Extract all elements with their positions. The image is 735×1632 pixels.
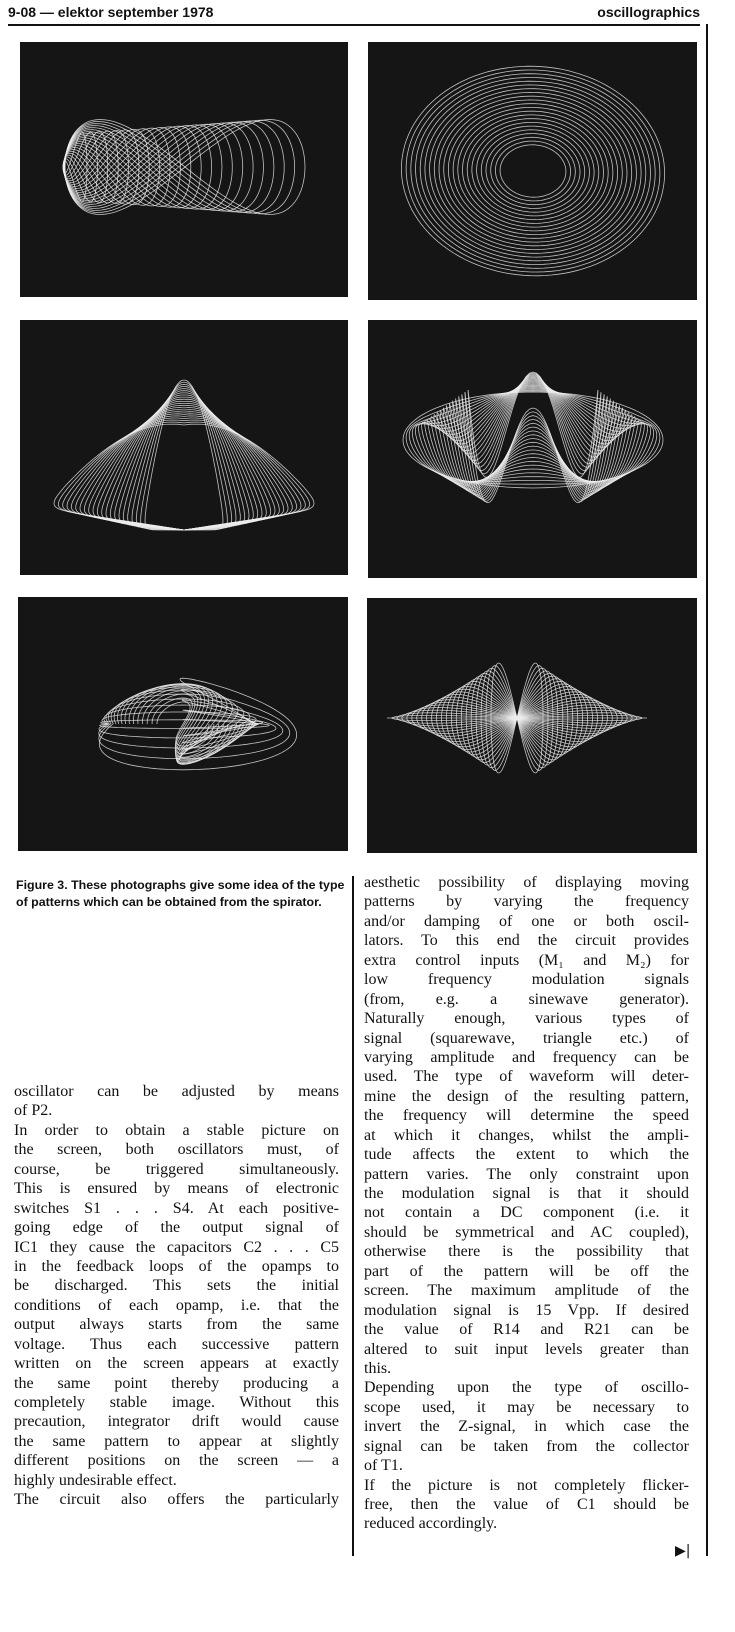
text-line: part of the pattern will be off the [364, 1262, 689, 1280]
end-of-article-mark: ▶| [675, 1543, 691, 1559]
oscillogram-photo-5 [18, 597, 348, 851]
text-line: of P2. [14, 1102, 53, 1120]
text-line: otherwise there is the possibility that [364, 1243, 689, 1261]
text-column-right [364, 873, 689, 1534]
oscillogram-photo-2 [368, 42, 697, 300]
oscillogram-photo-6 [367, 598, 697, 853]
text-line: low frequency modulation signals [364, 971, 689, 989]
text-line: the same point thereby producing a [14, 1374, 339, 1392]
trace-line [416, 78, 651, 265]
text-line: lators. To this end the circuit provides [364, 932, 689, 950]
text-line: the frequency will determine the speed [364, 1107, 689, 1125]
figure-caption: Figure 3. These photographs give some idea of the type of patterns which can be obtained from the spirator. [16, 878, 345, 909]
trace-line [444, 100, 623, 242]
text-line: In order to obtain a stable picture on [14, 1121, 339, 1139]
text-line: the screen, both oscillators must, of [14, 1141, 339, 1159]
text-line: switches S1 . . . S4. At each positive- [14, 1199, 339, 1217]
trace-line [411, 74, 655, 269]
text-line: this. [364, 1359, 392, 1377]
trace-line [106, 399, 262, 530]
text-line: precaution, integrator drift would cause [14, 1413, 339, 1431]
text-line: oscillator can be adjusted by means [14, 1083, 339, 1100]
page-header-left: 9-08 — elektor september 1978 [8, 4, 214, 20]
trace-line [58, 422, 309, 530]
text-line: should be symmetrical and AC coupled), [364, 1223, 689, 1241]
trace-line [136, 384, 231, 530]
text-line: invert the Z-signal, in which case the [364, 1418, 689, 1436]
trace-line [467, 119, 599, 224]
text-line: completely stable image. Without this [14, 1394, 339, 1411]
oscillogram-photo-3 [20, 320, 348, 575]
text-line: Depending upon the type of oscillo- [364, 1379, 689, 1397]
trace-line [64, 125, 222, 209]
text-line: If the picture is not completely flicker- [364, 1476, 689, 1494]
trace-line [89, 408, 280, 531]
text-line: highly undesirable effect. [14, 1471, 177, 1489]
trace-line [458, 111, 608, 231]
text-line: tude affects the extent to which the [364, 1146, 689, 1164]
text-line: not contain a DC component (i.e. it [364, 1204, 689, 1222]
text-line: scope used, it may be necessary to [364, 1398, 689, 1416]
text-line: conditions of each opamp, i.e. that the [14, 1296, 339, 1314]
text-line: signal (squarewave, triangle etc.) of [364, 1029, 689, 1047]
trace-line [425, 85, 641, 257]
text-line: varying amplitude and frequency can be [364, 1048, 689, 1066]
trace-line [54, 424, 314, 530]
trace-line [80, 412, 288, 530]
trace-line [463, 115, 604, 227]
trace-line [456, 376, 611, 497]
trace-line [119, 393, 249, 530]
text-line: screen. The maximum amplitude of the [364, 1282, 689, 1300]
trace-line [64, 126, 212, 209]
text-line: going edge of the output signal of [14, 1219, 339, 1237]
text-line: patterns by varying the frequency [364, 893, 689, 911]
text-line: in the feedback loops of the opamps to [14, 1257, 339, 1275]
text-line: extra control inputs (M₁ and M₂) for [364, 951, 689, 969]
text-line: mine the design of the resulting pattern, [364, 1087, 689, 1105]
trace-line [477, 126, 590, 216]
trace-line [145, 380, 223, 530]
text-line: reduced accordingly. [364, 1515, 498, 1533]
text-line: different positions on the screen — a [14, 1452, 339, 1470]
text-line: of T1. [364, 1457, 403, 1475]
text-line: This is ensured by means of electronic [14, 1180, 339, 1198]
trace-line [491, 137, 576, 204]
text-line: free, then the value of C1 should be [364, 1496, 689, 1513]
text-line: used. The type of waveform will deter- [364, 1068, 689, 1086]
text-line: (from, e.g. a sinewave generator). [364, 990, 689, 1008]
column-divider [352, 876, 354, 1556]
text-line: course, be triggered simultaneously. [14, 1160, 339, 1178]
trace-line [401, 66, 664, 276]
trace-line [434, 92, 631, 249]
text-line: the value of R14 and R21 can be [364, 1321, 689, 1339]
text-line: at which it changes, whilst the ampli- [364, 1126, 689, 1144]
trace-line [420, 81, 646, 261]
page-header-section: oscillographics [597, 4, 700, 20]
text-line: output always starts from the same [14, 1316, 339, 1334]
oscillogram-photo-1 [20, 42, 348, 297]
header-rule [8, 24, 700, 26]
text-line: the same pattern to appear at slightly [14, 1432, 339, 1450]
trace-line [71, 416, 296, 530]
trace-line [132, 386, 236, 530]
trace-line [141, 382, 228, 530]
trace-line [63, 420, 306, 530]
text-line: and/or damping of one or both oscil- [364, 912, 689, 930]
trace-line [500, 145, 566, 197]
text-line: Naturally enough, various types of [364, 1010, 689, 1028]
trace-line [430, 89, 637, 254]
trace-line [481, 130, 584, 212]
text-line: The circuit also offers the particularly [14, 1491, 339, 1509]
text-line: voltage. Thus each successive pattern [14, 1335, 339, 1353]
trace-line [453, 377, 614, 496]
text-line: pattern varies. The only constraint upon [364, 1165, 689, 1183]
trace-line [93, 406, 275, 531]
text-line: be discharged. This sets the initial [14, 1277, 339, 1295]
trace-line [495, 141, 570, 201]
text-line: signal can be taken from the collector [364, 1437, 689, 1455]
trace-line [431, 383, 635, 487]
right-border-rule [706, 24, 708, 1556]
text-line: the modulation signal is that it should [364, 1185, 689, 1202]
trace-line [115, 395, 254, 530]
trace-line [448, 104, 617, 239]
trace-line [84, 410, 283, 530]
oscillogram-photo-4 [368, 320, 697, 578]
text-line: aesthetic possibility of displaying moving [364, 874, 689, 891]
trace-line [76, 414, 293, 530]
text-column-left [14, 1082, 339, 1510]
text-line: modulation signal is 15 Vpp. If desired [364, 1301, 689, 1319]
text-line: IC1 they cause the capacitors C2 . . . C5 [14, 1238, 339, 1256]
text-line: written on the screen appears at exactly [14, 1355, 339, 1373]
text-line: altered to suit input levels greater than [364, 1340, 689, 1358]
